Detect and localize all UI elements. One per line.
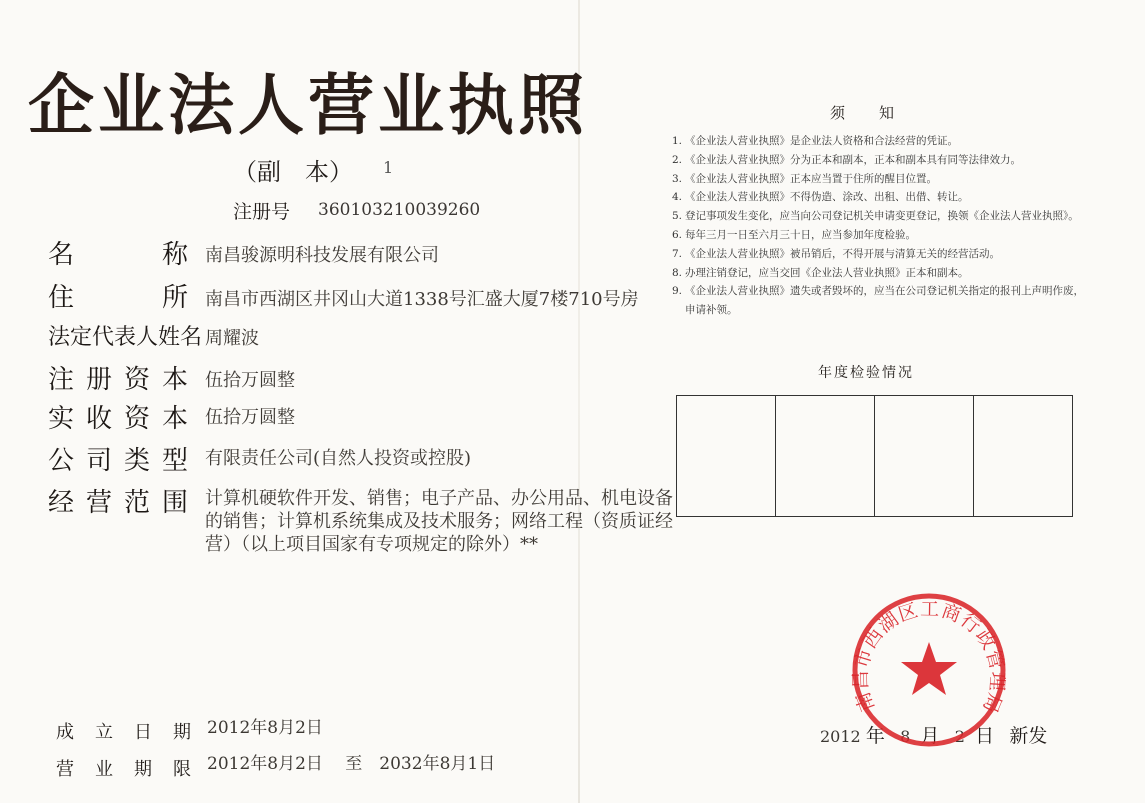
annual-inspection-title: 年度检验情况 [818, 365, 914, 381]
company-type: 有限责任公司(自然人投资或控股) [205, 448, 472, 469]
label-char: 日 [134, 722, 152, 743]
paid-capital-label [48, 398, 188, 435]
notice-item: 7. 《企业法人营业执照》被吊销后，不得开展与清算无关的经营活动。 [672, 247, 1000, 260]
label-char: 名 [48, 240, 75, 270]
issue-year-unit: 年 [865, 725, 885, 747]
seal-text: 南昌市西湖区工商行政管理局 [849, 598, 1009, 717]
issue-year: 2012 [820, 727, 861, 746]
label-char: 成 [56, 722, 74, 743]
label-char: 注 [48, 365, 75, 395]
label-char: 本 [161, 365, 188, 395]
star-icon [901, 642, 957, 695]
notice-item: 5. 登记事项发生变化，应当向公司登记机关申请变更登记，换领《企业法人营业执照》。 [672, 210, 1079, 223]
inspection-cell [973, 396, 1072, 516]
label-char: 实 [48, 404, 75, 434]
business-scope-label [48, 482, 188, 519]
registration-number: 360103210039260 [318, 200, 481, 220]
label-char: 限 [173, 759, 191, 780]
notice-list [672, 132, 1084, 320]
notice-title: 须知 [830, 104, 929, 122]
paid-capital: 伍拾万圆整 [205, 407, 295, 428]
notice-item: 9. 《企业法人营业执照》遗失或者毁坏的，应当在公司登记机关指定的报刊上声明作废，申请补领。 [672, 285, 1084, 317]
company-address: 南昌市西湖区井冈山大道1338号汇盛大厦7楼710号房 [205, 289, 639, 310]
label-char: 营 [85, 488, 112, 518]
notice-item: 2. 《企业法人营业执照》分为正本和副本，正本和副本具有同等法律效力。 [672, 153, 1021, 166]
label-char: 公 [48, 446, 75, 476]
company-name: 南昌骏源明科技发展有限公司 [205, 245, 439, 266]
copy-number: 1 [383, 158, 394, 177]
label-char: 范 [123, 488, 150, 518]
registered-capital: 伍拾万圆整 [205, 370, 295, 391]
label-char: 围 [161, 488, 188, 518]
label-char: 所 [161, 283, 188, 313]
issue-day-unit: 日 [975, 725, 995, 747]
label-char: 资 [123, 365, 150, 395]
label-char: 类 [123, 446, 150, 476]
name-label [48, 234, 188, 271]
inspection-cell [677, 396, 775, 516]
label-char: 立 [95, 722, 113, 743]
license-title: 企业法人营业执照 [28, 67, 588, 144]
legal-rep-label: 法定代表人姓名 [48, 325, 203, 350]
label-char: 期 [134, 759, 152, 780]
label-char: 称 [161, 240, 188, 270]
label-char: 经 [48, 488, 75, 518]
registered-capital-label [48, 359, 188, 396]
notice-item: 4. 《企业法人营业执照》不得伪造、涂改、出租、出借、转让。 [672, 191, 969, 204]
business-scope: 计算机硬软件开发、销售；电子产品、办公用品、机电设备的销售；计算机系统集成及技术服务；网络工程（资质证经营）（以上项目国家有专项规定的除外）** [205, 488, 673, 555]
issue-month-unit: 月 [920, 725, 940, 747]
inspection-cell [775, 396, 874, 516]
copy-label [233, 152, 394, 187]
label-char: 营 [56, 759, 74, 780]
notice-item: 6. 每年三月一日至六月三十日，应当参加年度检验。 [672, 228, 916, 241]
business-term: 2012年8月2日 至 2032年8月1日 [207, 754, 496, 774]
label-char: 住 [48, 283, 75, 313]
established-date: 2012年8月2日 [207, 718, 323, 738]
label-char: 本 [161, 404, 188, 434]
notice-item: 1. 《企业法人营业执照》是企业法人资格和合法经营的凭证。 [672, 135, 958, 147]
company-type-label [48, 440, 188, 477]
official-seal-stamp [849, 590, 1009, 750]
notice-item: 8. 办理注销登记，应当交回《企业法人营业执照》正本和副本。 [672, 266, 969, 279]
label-char: 收 [85, 404, 112, 434]
annual-inspection-table [676, 395, 1073, 517]
label-char: 司 [85, 446, 112, 476]
label-char: 型 [161, 446, 188, 476]
established-date-label [56, 718, 191, 744]
label-char: 期 [173, 722, 191, 743]
business-term-label [56, 755, 191, 781]
label-char: 册 [85, 365, 112, 395]
address-label [48, 277, 188, 314]
inspection-cell [874, 396, 973, 516]
label-char: 资 [123, 404, 150, 434]
notice-item: 3. 《企业法人营业执照》正本应当置于住所的醒目位置。 [672, 172, 937, 185]
issue-month: 8 [900, 727, 911, 746]
copy-text: （副 本） [233, 158, 353, 186]
issue-suffix: 新发 [1009, 725, 1048, 747]
label-char: 业 [95, 759, 113, 780]
issue-day: 2 [954, 727, 965, 746]
legal-rep-name: 周耀波 [205, 328, 259, 349]
registration-label: 注册号 [233, 201, 291, 223]
